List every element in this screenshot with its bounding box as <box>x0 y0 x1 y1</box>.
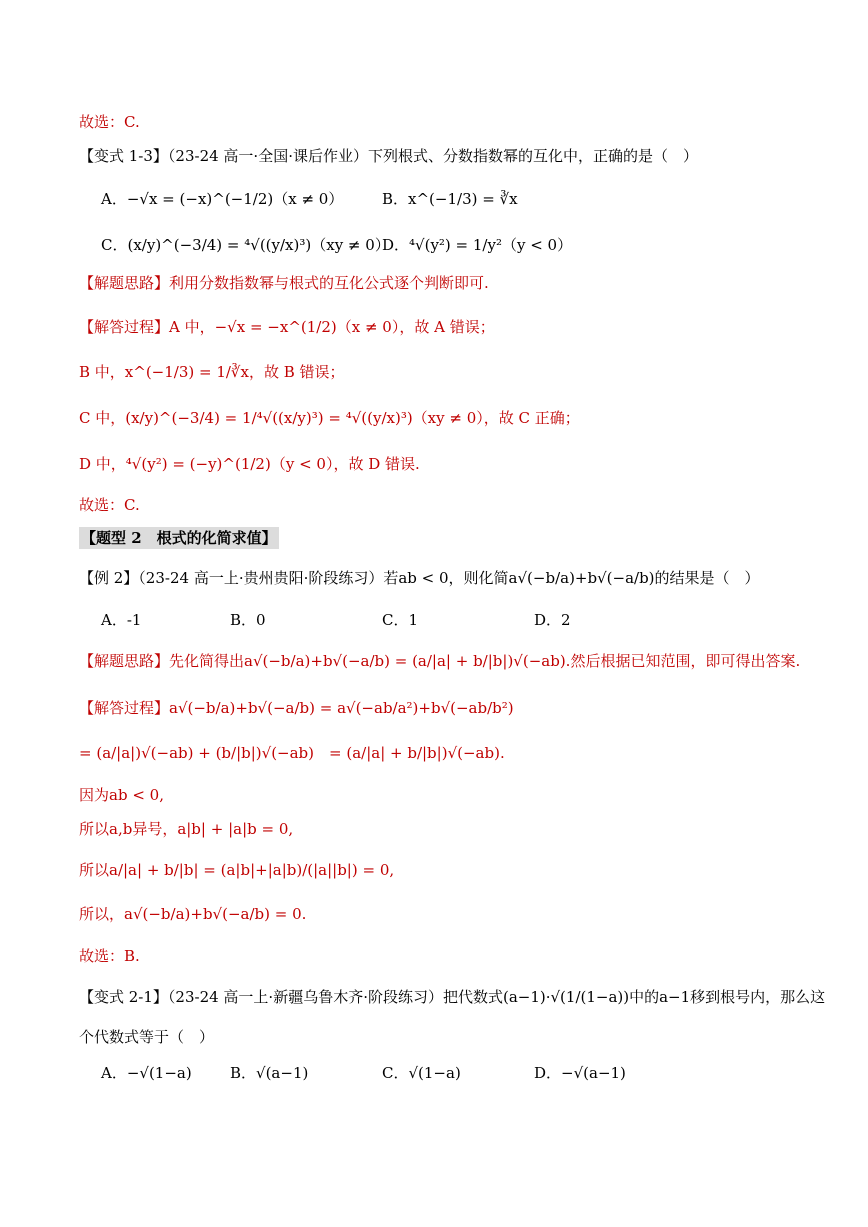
solution-step-d: D 中，⁴√(y²) = (−y)^(1/2)（y < 0），故 D 错误. <box>79 455 420 473</box>
option-a-3: A．−√(1−a) <box>101 1064 192 1082</box>
solution-process-2: 【解答过程】a√(−b/a)+b√(−a/b) = a√(−ab/a²)+b√(−ab/b²) <box>79 699 514 717</box>
option-b-2: B．0 <box>230 611 266 629</box>
option-c-1: C．(x/y)^(−3/4) = ⁴√((y/x)³)（xy ≠ 0） <box>101 236 390 254</box>
solution-step-5: 所以a/|a| + b/|b| = (a|b|+|a|b)/(|a||b|) = 0, <box>79 861 395 879</box>
option-d-1: D．⁴√(y²) = 1/y²（y < 0） <box>382 236 573 254</box>
solution-process-1: 【解答过程】A 中，−√x = −x^(1/2)（x ≠ 0），故 A 错误； <box>79 318 495 336</box>
solution-idea-2: 【解题思路】先化简得出a√(−b/a)+b√(−a/b) = (a/|a| + b/|b|)√(−ab).然后根据已知范围，即可得出答案. <box>79 652 801 670</box>
solution-step-3: 因为ab < 0, <box>79 786 164 804</box>
solution-step-4: 所以a,b异号，a|b| + |a|b = 0, <box>79 820 294 838</box>
example-2-question: 【例 2】（23-24 高一上·贵州贵阳·阶段练习）若ab < 0，则化简a√(−b/a)+b√(−a/b)的结果是（ ） <box>79 569 760 587</box>
solution-step-6: 所以，a√(−b/a)+b√(−a/b) = 0. <box>79 905 307 923</box>
option-a-2: A．-1 <box>101 611 142 629</box>
section-heading: 【题型 2 根式的化简求值】 <box>79 527 279 549</box>
option-c-2: C．1 <box>382 611 419 629</box>
solution-step-c: C 中，(x/y)^(−3/4) = 1/⁴√((x/y)³) = ⁴√((y/x)³)（xy ≠ 0），故 C 正确； <box>79 409 580 427</box>
option-d-3: D．−√(a−1) <box>534 1064 626 1082</box>
option-d-2: D．2 <box>534 611 571 629</box>
answer-line-3: 故选：B. <box>79 947 140 965</box>
solution-step-2: = (a/|a|)√(−ab) + (b/|b|)√(−ab) = (a/|a| + b/|b|)√(−ab). <box>79 744 505 762</box>
option-b-3: B．√(a−1) <box>230 1064 309 1082</box>
variant-1-3-question: 【变式 1-3】（23-24 高一·全国·课后作业）下列根式、分数指数幂的互化中，正确的是（ ） <box>79 147 698 165</box>
option-a-1: A．−√x = (−x)^(−1/2)（x ≠ 0） <box>101 190 344 208</box>
option-c-3: C．√(1−a) <box>382 1064 461 1082</box>
answer-line-1: 故选：C. <box>79 113 140 131</box>
variant-2-1-question: 【变式 2-1】（23-24 高一上·新疆乌鲁木齐·阶段练习）把代数式(a−1)·√(1/(1−a))中的a−1移到根号内，那么这 <box>79 988 826 1006</box>
option-b-1: B．x^(−1/3) = ∛x <box>382 190 518 208</box>
solution-step-b: B 中，x^(−1/3) = 1/∛x，故 B 错误； <box>79 363 345 381</box>
solution-idea-1: 【解题思路】利用分数指数幂与根式的互化公式逐个判断即可. <box>79 274 489 292</box>
variant-2-1-question-cont: 个代数式等于（ ） <box>79 1028 215 1046</box>
answer-line-2: 故选：C. <box>79 496 140 514</box>
